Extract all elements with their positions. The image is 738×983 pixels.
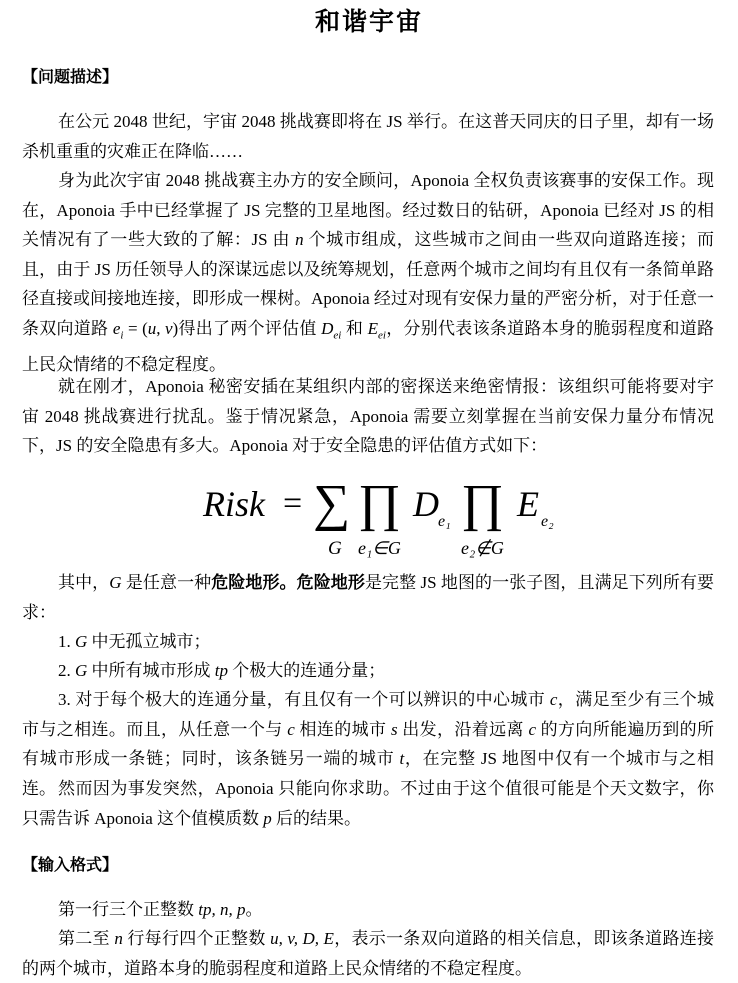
paragraph-background: 身为此次宇宙 2048 挑战赛主办方的安全顾问，Aponoia 全权负责该赛事的安保工作。现在，Aponoia 手中已经掌握了 JS 完整的卫星地图。经过数日的钻研，Aponoia 已经对 JS 的相关情况有了一些大致的了解：JS 由 n 个城市组成，这些城市之间由一些双向道路连接；而且，由于 JS 历任领导人的深谋远虑以及统筹规划，任意两个城市之间均有且仅有一条简单路径直接或间接地连接，即形成一棵树。Aponoia 经过对现有安保力量的严密分析，对于任意一条双向道路 $e_i = (u$, v)得出了两个评估值 $D_{ei}$ 和 $E_{ei}$，分别代表该条道路本身的脆弱程度和道路上民众情绪的不稳定程度。 xyxy=(22,171,715,375)
formula-E-subscript: e₂ xyxy=(541,513,554,530)
paragraph-request: 然而因为事发突然，Aponoia 只能向你求助。不过由于这个值很可能是个天文数字，你只需告诉 Aponoia 这个值模质数 p 后的结果。 xyxy=(22,779,714,828)
formula-E: E xyxy=(517,484,539,524)
paragraph-definition: 其中，G 是任意一种危险地形。危险地形是完整 JS 地图的一张子图，且满足下列所有要求： xyxy=(22,573,715,622)
input-format-heading: 【输入格式】 xyxy=(22,855,119,874)
formula-product1-subscript: e₁∈G xyxy=(358,538,401,558)
requirement-2: 2. G 中所有城市形成 tp 个极大的连通分量； xyxy=(58,661,386,680)
risk-formula-graphic xyxy=(195,470,575,565)
problem-description-heading: 【问题描述】 xyxy=(22,67,119,86)
paragraph-intelligence: 就在刚才，Aponoia 秘密安插在某组织内部的密探送来绝密情报：该组织可能将要对宇宙 2048 挑战赛进行扰乱。鉴于情况紧急，Aponoia 需要立刻掌握在当前安保力量分布情况下，JS 的安全隐患有多大。Aponoia 对于安全隐患的评估值方式如下： xyxy=(22,377,714,455)
formula-equals: = xyxy=(283,485,303,522)
requirement-3: 3. 对于每个极大的连通分量，有且仅有一个可以辨识的中心城市 c，满足至少有三个城市与之相连。而且，从任意一个与 c 相连的城市 s 出发，沿着远离 c 的方向所能遍历到的所有城市形成一条链；同时，该条链另一端的城市 t，在完整 JS 地图中仅有一个城市与之相连。 xyxy=(22,690,715,798)
formula-lhs: Risk xyxy=(203,484,265,524)
risk-formula xyxy=(195,470,575,565)
formula-sum-subscript: G xyxy=(328,538,342,559)
formula-product1-symbol: ∏ xyxy=(358,475,401,532)
formula-D-subscript: e₁ xyxy=(438,513,451,530)
requirement-1: 1. G 中无孤立城市； xyxy=(58,632,211,651)
formula-D: D xyxy=(413,484,439,524)
page-title: 和谐宇宙 xyxy=(314,7,423,36)
paragraph-intro: 在公元 2048 世纪，宇宙 2048 挑战赛即将在 JS 举行。在这普天同庆的日子里，却有一场杀机重重的灾难正在降临…… xyxy=(22,112,714,161)
formula-product2-subscript: e₂∉G xyxy=(461,538,504,558)
formula-sum-symbol: ∑ xyxy=(313,475,351,532)
input-line-1: 第一行三个正整数 tp, n, p。 xyxy=(58,900,263,919)
input-lines-2-to-n: 第二至 n 行每行四个正整数 u, v, D, E，表示一条双向道路的相关信息，即该条道路连接的两个城市，道路本身的脆弱程度和道路上民众情绪的不稳定程度。 xyxy=(22,929,715,978)
formula-product2-symbol: ∏ xyxy=(461,475,504,532)
